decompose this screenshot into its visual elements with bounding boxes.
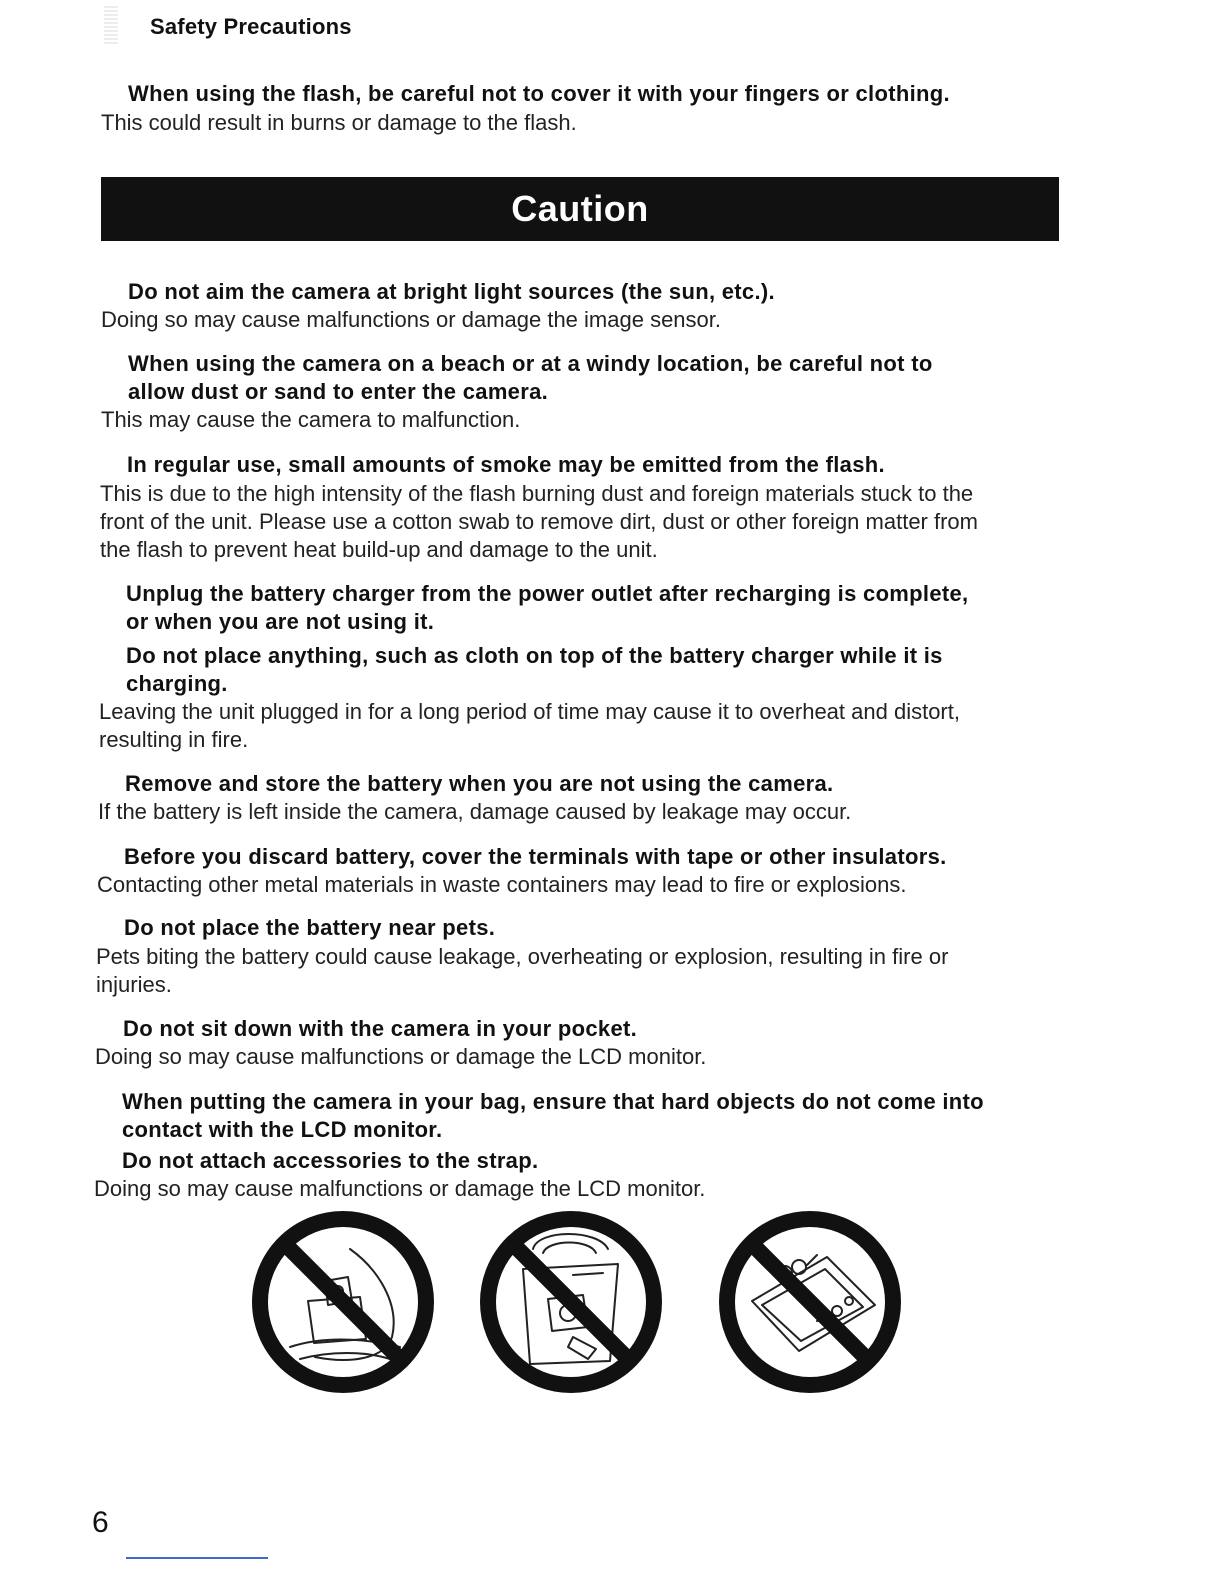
item-heading: contact with the LCD monitor. [122,1117,443,1142]
item-body: Doing so may cause malfunctions or damage the LCD monitor. [94,1176,706,1201]
item-body: This is due to the high intensity of the flash burning dust and foreign materials stuck to the [100,481,974,506]
item-body: Doing so may cause malfunctions or damage the image sensor. [101,307,721,332]
header-marker [104,4,118,44]
section-title: Safety Precautions [150,14,352,39]
item-body: the flash to prevent heat build-up and damage to the unit. [100,537,658,562]
item-body: Doing so may cause malfunctions or damage the LCD monitor. [95,1044,707,1069]
item-body: injuries. [96,972,172,997]
no-accessories-on-strap-icon [717,1209,903,1395]
item-heading: Do not aim the camera at bright light sources (the sun, etc.). [128,279,775,304]
item-heading: allow dust or sand to enter the camera. [128,379,549,404]
item-body: Contacting other metal materials in waste containers may lead to fire or explosions. [97,872,907,897]
caution-title: Caution [511,188,649,229]
item-heading: When putting the camera in your bag, ensure that hard objects do not come into [122,1089,984,1114]
caution-banner [101,177,1059,241]
page-number: 6 [92,1506,109,1539]
item-body: Pets biting the battery could cause leakage, overheating or explosion, resulting in fire or [96,944,949,969]
item-body: If the battery is left inside the camera, damage caused by leakage may occur. [98,799,852,824]
item-heading: When using the camera on a beach or at a windy location, be careful not to [128,351,933,376]
item-body: resulting in fire. [99,727,249,752]
footer-rule [126,1557,268,1559]
item-body: This may cause the camera to malfunction. [101,407,521,432]
item-heading: Before you discard battery, cover the terminals with tape or other insulators. [124,844,947,869]
no-hard-objects-in-bag-icon [478,1209,664,1395]
item-heading: Remove and store the battery when you are not using the camera. [125,771,834,796]
item-heading: Do not place the battery near pets. [124,915,496,940]
item-heading: In regular use, small amounts of smoke may be emitted from the flash. [127,452,885,477]
item-body: front of the unit. Please use a cotton swab to remove dirt, dust or other foreign matter from [100,509,978,534]
item-body: Leaving the unit plugged in for a long period of time may cause it to overheat and distort, [99,699,960,724]
flash-warning-body: This could result in burns or damage to the flash. [101,110,577,135]
flash-warning-heading: When using the flash, be careful not to cover it with your fingers or clothing. [128,81,950,106]
item-heading: or when you are not using it. [126,609,435,634]
item-heading: Do not place anything, such as cloth on top of the battery charger while it is [126,643,943,668]
no-camera-in-pocket-icon [250,1209,436,1395]
item-heading: Do not sit down with the camera in your pocket. [123,1016,638,1041]
item-heading: charging. [126,671,228,696]
item-heading: Unplug the battery charger from the power outlet after recharging is complete, [126,581,969,606]
item-heading: Do not attach accessories to the strap. [122,1148,539,1173]
